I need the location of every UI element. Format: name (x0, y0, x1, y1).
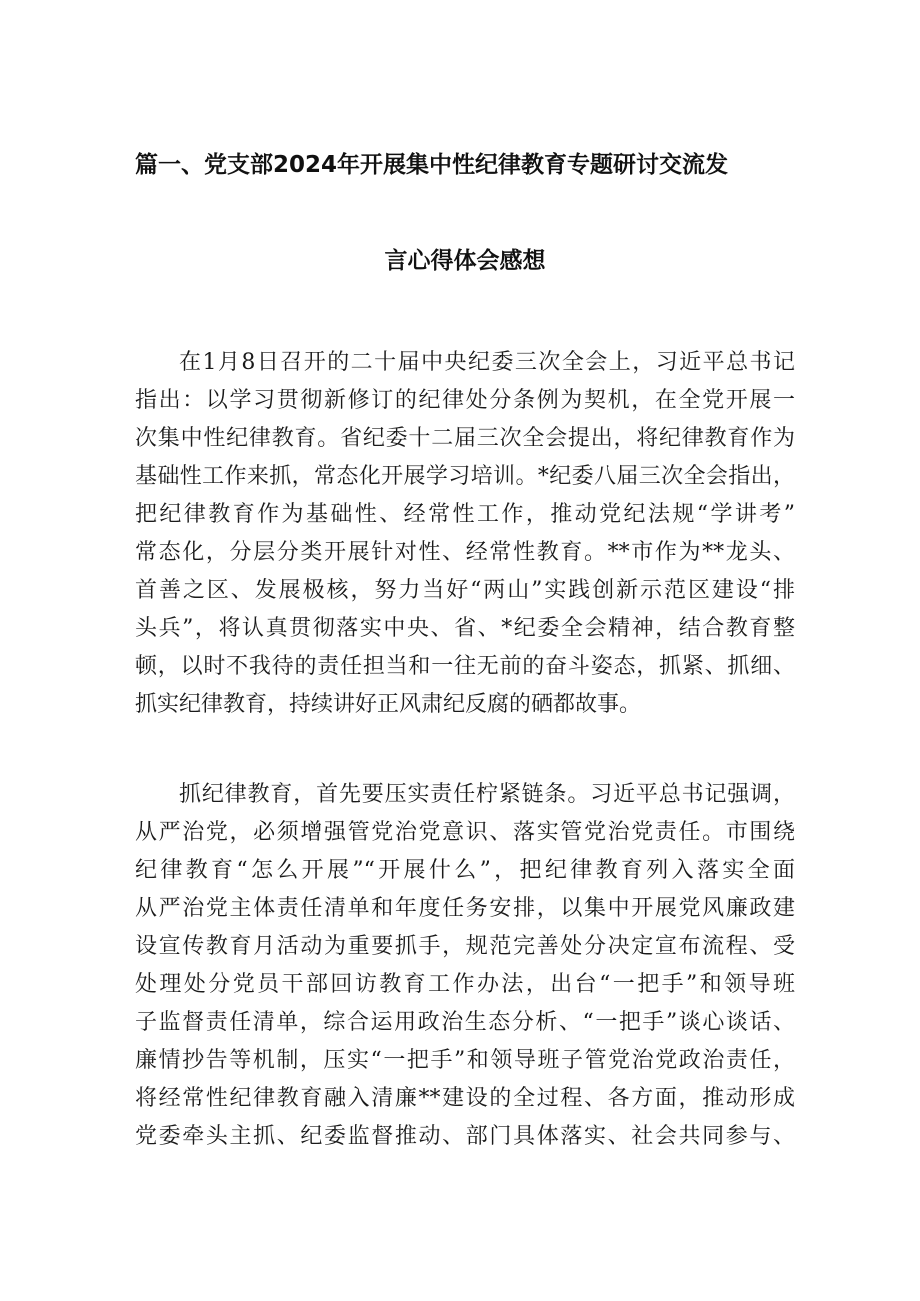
document-title-line-1: 篇一、党支部2024年开展集中性纪律教育专题研讨交流发 (135, 152, 729, 178)
paragraph-line: 把纪律教育作为基础性、经常性工作，推动党纪法规“学讲考” (135, 502, 795, 527)
paragraph-line: 抓实纪律教育，持续讲好正风肃纪反腐的硒都故事。 (135, 692, 642, 717)
paragraph-line: 次集中性纪律教育。省纪委十二届三次全会提出，将纪律教育作为 (135, 426, 795, 451)
paragraph-line: 从严治党，必须增强管党治党意识、落实管党治党责任。市围绕 (135, 820, 795, 845)
paragraph-line: 党委牵头主抓、纪委监督推动、部门具体落实、社会共同参与、 (135, 1124, 795, 1149)
paragraph-1 (135, 344, 795, 724)
paragraph-line: 处理处分党员干部回访教育工作办法，出台“一把手”和领导班 (135, 972, 795, 997)
paragraph-2 (135, 776, 795, 1156)
paragraph-line: 设宣传教育月活动为重要抓手，规范完善处分决定宣布流程、受 (135, 934, 795, 959)
paragraph-line: 指出：以学习贯彻新修订的纪律处分条例为契机，在全党开展一 (135, 388, 795, 413)
paragraph-line: 抓纪律教育，首先要压实责任柠紧链条。习近平总书记强调， (179, 782, 795, 807)
paragraph-line: 将经常性纪律教育融入清廉**建设的全过程、各方面，推动形成 (135, 1086, 795, 1111)
paragraph-line: 首善之区、发展极核，努力当好“两山”实践创新示范区建设“排 (135, 578, 795, 603)
paragraph-line: 在1月8日召开的二十届中央纪委三次全会上，习近平总书记 (179, 350, 795, 375)
paragraph-line: 子监督责任清单，综合运用政治生态分析、“一把手”谈心谈话、 (135, 1010, 795, 1035)
paragraph-line: 头兵”，将认真贯彻落实中央、省、*纪委全会精神，结合教育整 (135, 616, 795, 641)
paragraph-line: 纪律教育“怎么开展”“开展什么”，把纪律教育列入落实全面 (135, 858, 795, 883)
document-title-line-2: 言心得体会感想 (384, 248, 546, 274)
paragraph-line: 常态化，分层分类开展针对性、经常性教育。**市作为**龙头、 (135, 540, 795, 565)
paragraph-line: 顿，以时不我待的责任担当和一往无前的奋斗姿态，抓紧、抓细、 (135, 654, 795, 679)
paragraph-line: 基础性工作来抓，常态化开展学习培训。*纪委八届三次全会指出， (135, 464, 795, 489)
paragraph-line: 从严治党主体责任清单和年度任务安排，以集中开展党风廉政建 (135, 896, 795, 921)
paragraph-line: 廉情抄告等机制，压实“一把手”和领导班子管党治党政治责任， (135, 1048, 795, 1073)
